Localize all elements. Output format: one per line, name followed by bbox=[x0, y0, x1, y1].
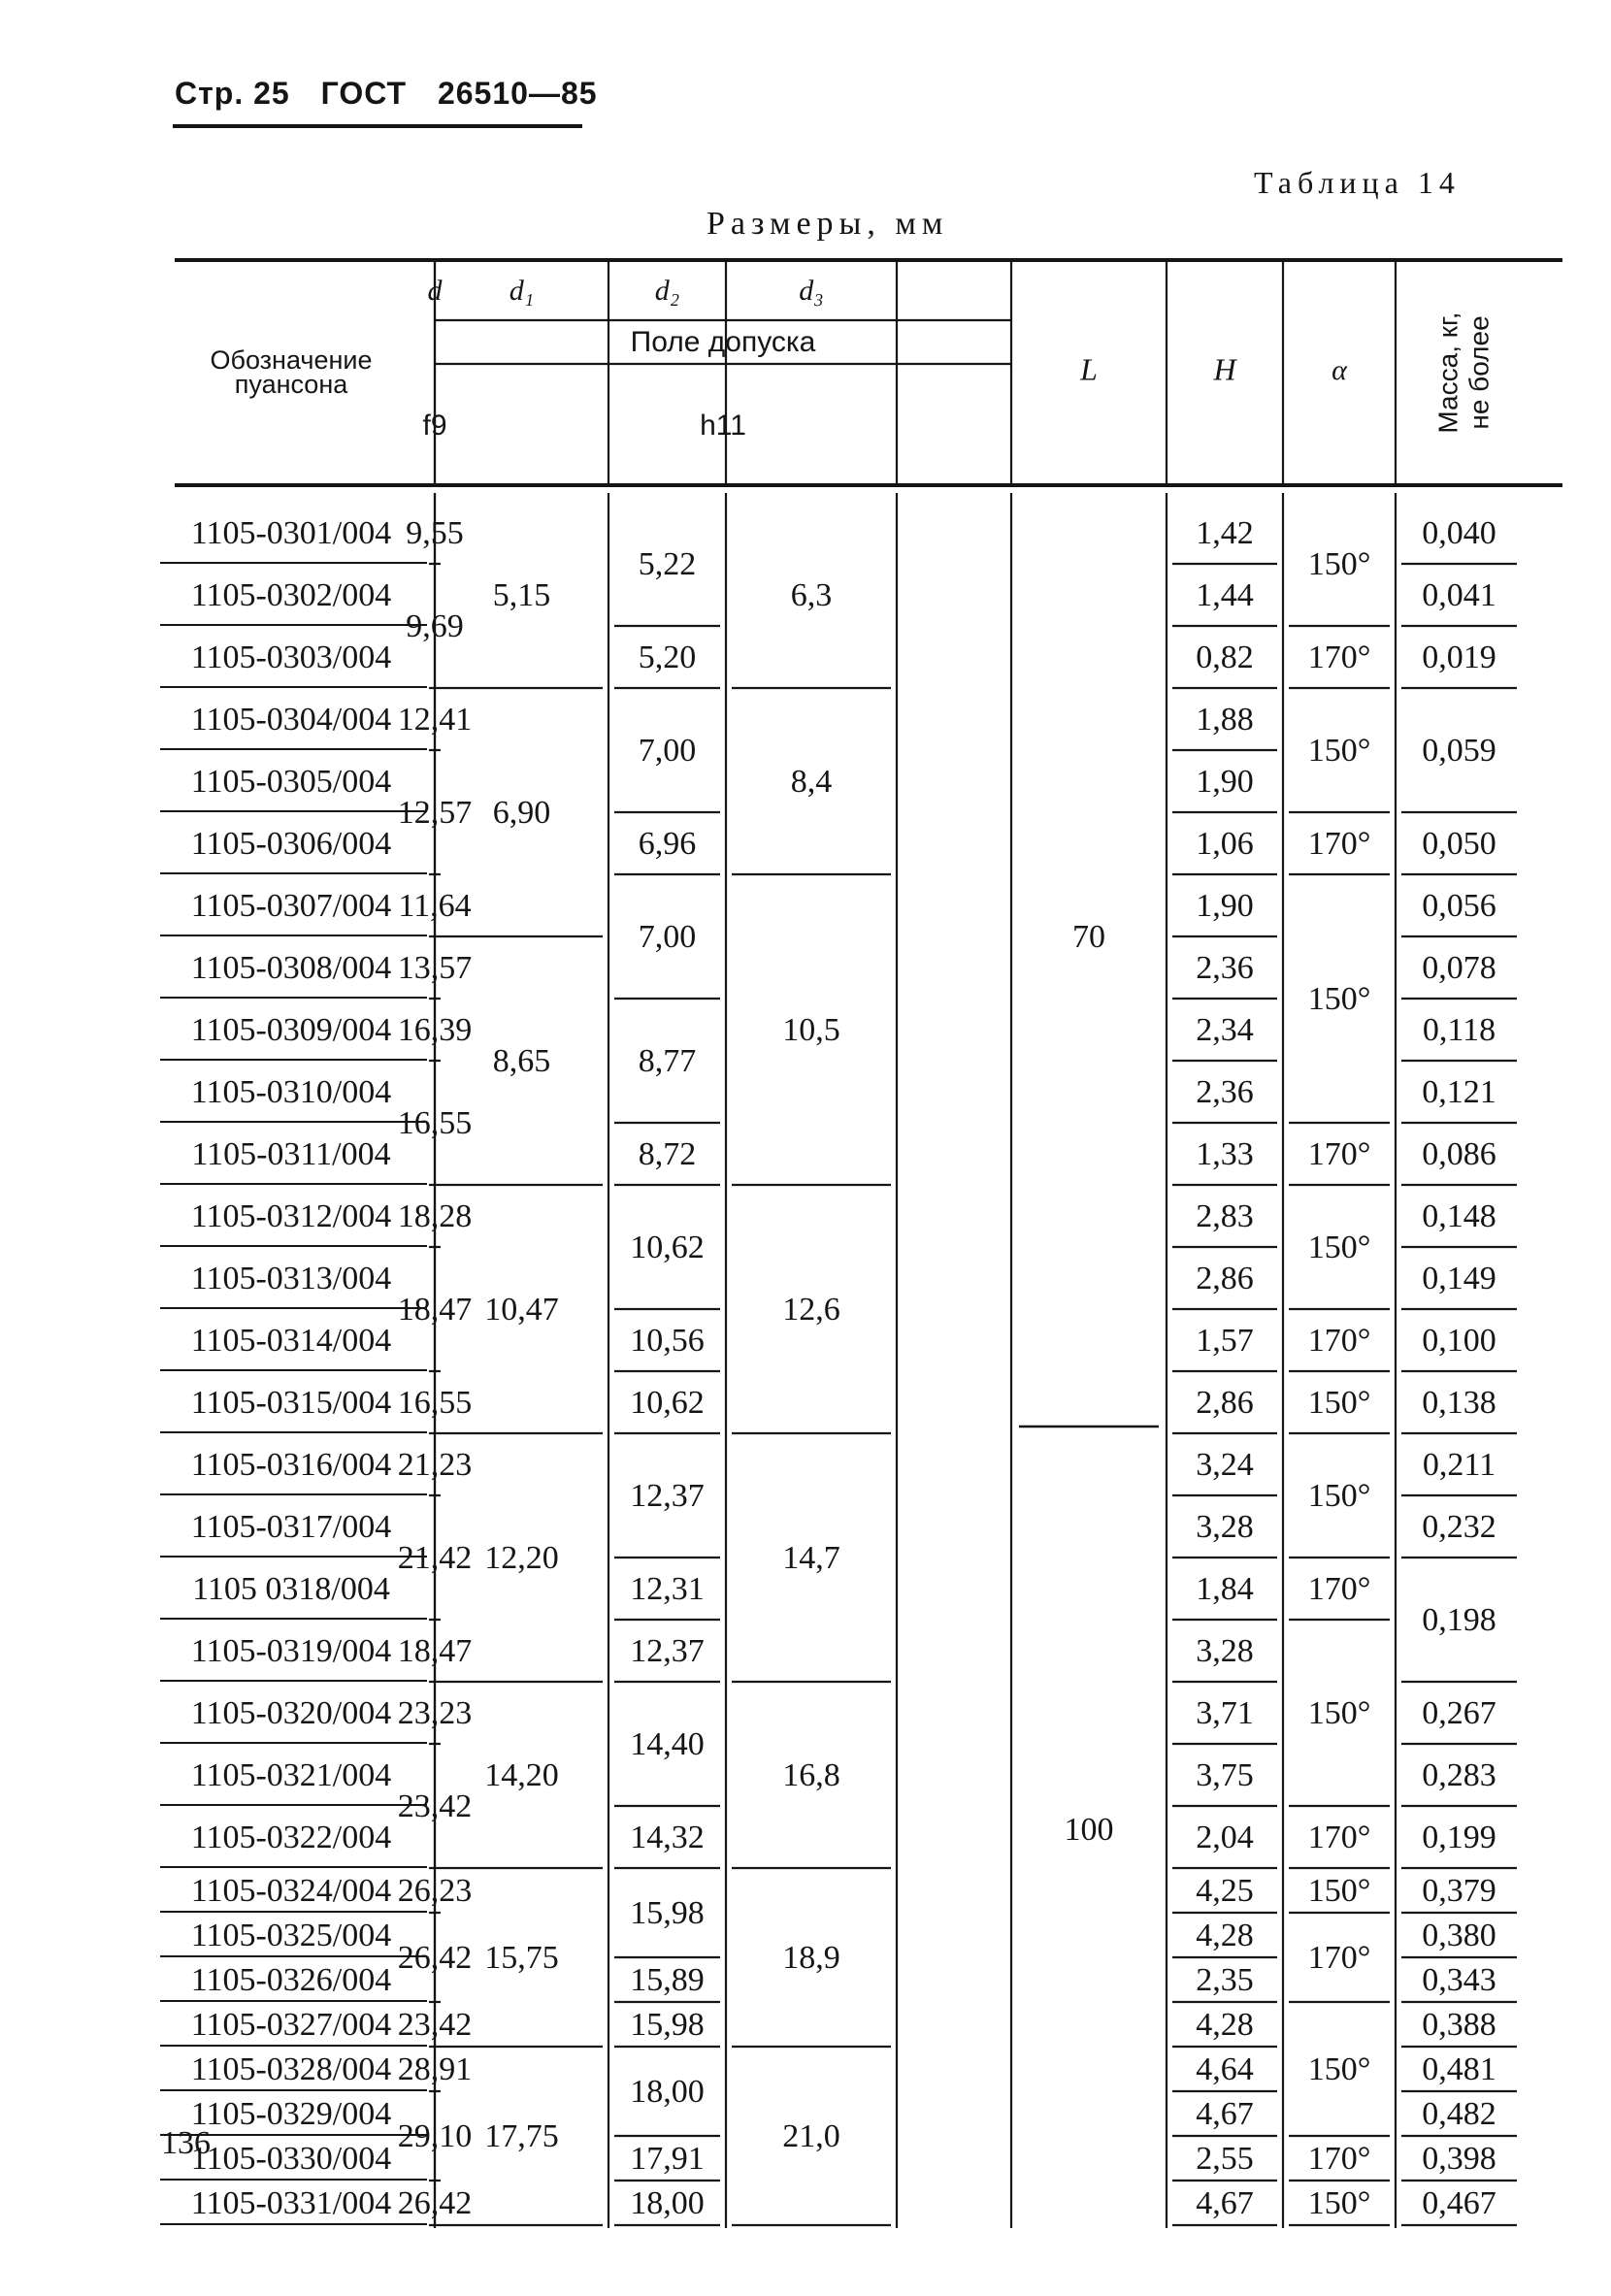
row-designation: 1105-0308/004 bbox=[190, 949, 392, 986]
cell-d2: 15,98 bbox=[630, 2006, 705, 2043]
row-designation: 1105-0327/004 bbox=[190, 2006, 392, 2043]
cell-alpha: 150° bbox=[1307, 1694, 1371, 1731]
cell-H: 2,04 bbox=[1196, 1819, 1254, 1855]
cell-d: 23,23 bbox=[397, 1694, 473, 1731]
cell-mass: 0,121 bbox=[1422, 1073, 1496, 1110]
cell-d: 26,42 bbox=[397, 1939, 473, 1976]
row-designation: 1105-0321/004 bbox=[190, 1756, 392, 1793]
cell-d2: 7,00 bbox=[638, 918, 697, 955]
cell-d2: 12,37 bbox=[630, 1632, 705, 1669]
cell-mass: 0,041 bbox=[1422, 576, 1496, 613]
cell-H: 0,82 bbox=[1196, 639, 1254, 675]
cell-H: 1,84 bbox=[1196, 1570, 1254, 1607]
cell-d: 16,55 bbox=[397, 1104, 473, 1141]
col-d3-header: d₃ bbox=[799, 274, 824, 307]
row-designation: 1105-0304/004 bbox=[190, 701, 392, 738]
cell-mass: 0,267 bbox=[1422, 1694, 1496, 1731]
cell-alpha: 170° bbox=[1307, 2140, 1371, 2177]
cell-d3: 10,5 bbox=[782, 1011, 840, 1048]
cell-d1: 8,65 bbox=[492, 1042, 551, 1079]
row-designation: 1105-0330/004 bbox=[190, 2140, 392, 2177]
cell-d: 9,69 bbox=[406, 607, 464, 644]
cell-d: 26,42 bbox=[397, 2184, 473, 2221]
cell-H: 2,36 bbox=[1196, 1073, 1254, 1110]
row-designation: 1105-0309/004 bbox=[190, 1011, 392, 1048]
cell-mass: 0,380 bbox=[1422, 1917, 1496, 1953]
cell-d2: 17,91 bbox=[630, 2140, 705, 2177]
cell-d1: 6,90 bbox=[492, 794, 551, 831]
cell-mass: 0,050 bbox=[1422, 825, 1496, 862]
cell-L: 70 bbox=[1072, 918, 1105, 955]
cell-d2: 8,72 bbox=[638, 1135, 697, 1172]
row-designation: 1105-0322/004 bbox=[190, 1819, 392, 1855]
cell-d2: 12,31 bbox=[630, 1570, 705, 1607]
cell-H: 2,55 bbox=[1196, 2140, 1254, 2177]
row-designation: 1105-0306/004 bbox=[190, 825, 392, 862]
row-designation: 1105-0310/004 bbox=[190, 1073, 392, 1110]
cell-H: 4,67 bbox=[1196, 2095, 1254, 2132]
cell-H: 1,06 bbox=[1196, 825, 1254, 862]
h11-header: h11 bbox=[700, 409, 746, 442]
cell-d3: 14,7 bbox=[782, 1539, 840, 1576]
cell-mass: 0,211 bbox=[1422, 1446, 1496, 1483]
cell-d2: 15,98 bbox=[630, 1894, 705, 1931]
cell-d2: 18,00 bbox=[630, 2073, 705, 2110]
cell-mass: 0,343 bbox=[1422, 1961, 1496, 1998]
cell-H: 3,71 bbox=[1196, 1694, 1254, 1731]
cell-H: 2,86 bbox=[1196, 1384, 1254, 1421]
cell-alpha: 170° bbox=[1307, 1570, 1371, 1607]
row-designation: 1105-0328/004 bbox=[190, 2050, 392, 2087]
cell-d1: 5,15 bbox=[492, 576, 551, 613]
cell-alpha: 170° bbox=[1307, 1135, 1371, 1172]
cell-d: 28,91 bbox=[397, 2050, 473, 2087]
cell-d1: 12,20 bbox=[484, 1539, 559, 1576]
row-designation: 1105-0315/004 bbox=[190, 1384, 392, 1421]
row-designation: 1105-0312/004 bbox=[190, 1197, 392, 1234]
standard-number: 26510—85 bbox=[437, 76, 598, 111]
col-L-header: L bbox=[1080, 351, 1098, 387]
cell-d: 9,55 bbox=[406, 514, 464, 551]
cell-H: 3,28 bbox=[1196, 1632, 1254, 1669]
cell-d: 18,47 bbox=[397, 1291, 473, 1328]
cell-d: 18,47 bbox=[397, 1632, 473, 1669]
cell-d2: 5,20 bbox=[638, 639, 697, 675]
cell-d3: 6,3 bbox=[790, 576, 833, 613]
cell-alpha: 150° bbox=[1307, 980, 1371, 1017]
cell-d2: 6,96 bbox=[638, 825, 697, 862]
cell-H: 2,83 bbox=[1196, 1197, 1254, 1234]
cell-alpha: 150° bbox=[1307, 2184, 1371, 2221]
cell-mass: 0,198 bbox=[1422, 1601, 1496, 1638]
cell-d1: 10,47 bbox=[484, 1291, 559, 1328]
cell-mass: 0,148 bbox=[1422, 1197, 1496, 1234]
row-designation: 1105-0307/004 bbox=[190, 887, 392, 924]
cell-d: 23,42 bbox=[397, 1788, 473, 1824]
cell-H: 3,75 bbox=[1196, 1756, 1254, 1793]
cell-d3: 16,8 bbox=[782, 1756, 840, 1793]
row-designation: 1105-0320/004 bbox=[190, 1694, 392, 1731]
row-designation: 1105 0318/004 bbox=[192, 1570, 390, 1607]
cell-d2: 18,00 bbox=[630, 2184, 705, 2221]
cell-mass: 0,149 bbox=[1422, 1260, 1496, 1296]
row-designation: 1105-0319/004 bbox=[190, 1632, 392, 1669]
row-designation: 1105-0324/004 bbox=[190, 1872, 392, 1909]
cell-mass: 0,388 bbox=[1422, 2006, 1496, 2043]
row-designation: 1105-0303/004 bbox=[190, 639, 392, 675]
cell-H: 1,42 bbox=[1196, 514, 1254, 551]
row-designation: 1105-0317/004 bbox=[190, 1508, 392, 1545]
cell-alpha: 150° bbox=[1307, 2050, 1371, 2087]
cell-d2: 10,62 bbox=[630, 1229, 705, 1265]
row-designation: 1105-0331/004 bbox=[190, 2184, 392, 2221]
col-H-header: H bbox=[1213, 351, 1236, 387]
col-d2-header: d₂ bbox=[654, 274, 680, 307]
mass-header: Масса, кг,не более bbox=[1432, 312, 1495, 434]
cell-d: 29,10 bbox=[397, 2117, 473, 2154]
cell-alpha: 170° bbox=[1307, 825, 1371, 862]
cell-H: 2,36 bbox=[1196, 949, 1254, 986]
cell-mass: 0,056 bbox=[1422, 887, 1496, 924]
table-label: Таблица 14 bbox=[1254, 165, 1461, 200]
cell-d3: 8,4 bbox=[790, 763, 833, 800]
cell-d1: 15,75 bbox=[484, 1939, 559, 1976]
cell-H: 4,67 bbox=[1196, 2184, 1254, 2221]
cell-alpha: 150° bbox=[1307, 1872, 1371, 1909]
col-alpha-header: α bbox=[1332, 353, 1347, 386]
cell-H: 4,25 bbox=[1196, 1872, 1254, 1909]
cell-d: 18,28 bbox=[397, 1197, 473, 1234]
cell-d: 16,55 bbox=[397, 1384, 473, 1421]
row-designation: 1105-0314/004 bbox=[190, 1322, 392, 1359]
cell-d3: 21,0 bbox=[782, 2117, 840, 2154]
cell-mass: 0,467 bbox=[1422, 2184, 1496, 2221]
cell-alpha: 170° bbox=[1307, 1322, 1371, 1359]
cell-mass: 0,283 bbox=[1422, 1756, 1496, 1793]
cell-d: 13,57 bbox=[397, 949, 473, 986]
page-ref: Стр. 25 bbox=[175, 76, 290, 111]
cell-mass: 0,019 bbox=[1422, 639, 1496, 675]
cell-d2: 10,56 bbox=[630, 1322, 705, 1359]
row-designation: 1105-0311/004 bbox=[191, 1135, 391, 1172]
row-designation: 1105-0302/004 bbox=[190, 576, 392, 613]
cell-mass: 0,199 bbox=[1422, 1819, 1496, 1855]
cell-alpha: 150° bbox=[1307, 1229, 1371, 1265]
cell-H: 4,28 bbox=[1196, 1917, 1254, 1953]
designation-header: Обозначение bbox=[210, 345, 373, 376]
cell-d2: 7,00 bbox=[638, 732, 697, 769]
cell-d1: 17,75 bbox=[484, 2117, 559, 2154]
designation-header: пуансона bbox=[234, 370, 348, 400]
cell-alpha: 170° bbox=[1307, 1819, 1371, 1855]
cell-H: 1,57 bbox=[1196, 1322, 1254, 1359]
cell-mass: 0,481 bbox=[1422, 2050, 1496, 2087]
cell-d2: 15,89 bbox=[630, 1961, 705, 1998]
cell-mass: 0,118 bbox=[1422, 1011, 1496, 1048]
standard-label: ГОСТ bbox=[320, 76, 408, 111]
cell-d: 23,42 bbox=[397, 2006, 473, 2043]
cell-mass: 0,398 bbox=[1422, 2140, 1496, 2177]
cell-H: 1,90 bbox=[1196, 763, 1254, 800]
cell-mass: 0,482 bbox=[1422, 2095, 1496, 2132]
cell-d2: 5,22 bbox=[638, 545, 697, 582]
cell-d2: 12,37 bbox=[630, 1477, 705, 1514]
cell-d: 26,23 bbox=[397, 1872, 473, 1909]
col-d1-header: d₁ bbox=[509, 274, 535, 307]
cell-d2: 8,77 bbox=[638, 1042, 697, 1079]
cell-H: 1,44 bbox=[1196, 576, 1254, 613]
cell-mass: 0,232 bbox=[1422, 1508, 1496, 1545]
row-designation: 1105-0301/004 bbox=[190, 514, 392, 551]
cell-mass: 0,138 bbox=[1422, 1384, 1496, 1421]
row-designation: 1105-0326/004 bbox=[190, 1961, 392, 1998]
cell-d3: 18,9 bbox=[782, 1939, 840, 1976]
tolerance-header: Поле допуска bbox=[630, 325, 816, 358]
cell-H: 2,35 bbox=[1196, 1961, 1254, 1998]
col-d-header: d bbox=[427, 274, 443, 307]
row-designation: 1105-0316/004 bbox=[190, 1446, 392, 1483]
f9-header: f9 bbox=[422, 409, 447, 442]
cell-H: 1,33 bbox=[1196, 1135, 1254, 1172]
cell-H: 1,90 bbox=[1196, 887, 1254, 924]
cell-H: 4,28 bbox=[1196, 2006, 1254, 2043]
row-designation: 1105-0325/004 bbox=[190, 1917, 392, 1953]
cell-mass: 0,078 bbox=[1422, 949, 1496, 986]
cell-H: 1,88 bbox=[1196, 701, 1254, 738]
cell-d: 11,64 bbox=[398, 887, 472, 924]
cell-alpha: 150° bbox=[1307, 545, 1371, 582]
cell-alpha: 150° bbox=[1307, 732, 1371, 769]
units-caption: Размеры, мм bbox=[707, 206, 949, 242]
cell-alpha: 150° bbox=[1307, 1477, 1371, 1514]
cell-d2: 10,62 bbox=[630, 1384, 705, 1421]
cell-d2: 14,32 bbox=[630, 1819, 705, 1855]
cell-H: 2,34 bbox=[1196, 1011, 1254, 1048]
row-designation: 1105-0305/004 bbox=[190, 763, 392, 800]
cell-mass: 0,040 bbox=[1422, 514, 1496, 551]
cell-L: 100 bbox=[1064, 1811, 1114, 1848]
cell-d2: 14,40 bbox=[630, 1725, 705, 1762]
cell-mass: 0,059 bbox=[1422, 732, 1496, 769]
cell-d: 12,41 bbox=[397, 701, 473, 738]
cell-d: 16,39 bbox=[397, 1011, 473, 1048]
cell-d: 12,57 bbox=[397, 794, 473, 831]
cell-H: 3,28 bbox=[1196, 1508, 1254, 1545]
cell-H: 4,64 bbox=[1196, 2050, 1254, 2087]
cell-mass: 0,379 bbox=[1422, 1872, 1496, 1909]
cell-d1: 14,20 bbox=[484, 1756, 559, 1793]
cell-H: 3,24 bbox=[1196, 1446, 1254, 1483]
cell-alpha: 150° bbox=[1307, 1384, 1371, 1421]
cell-H: 2,86 bbox=[1196, 1260, 1254, 1296]
cell-d: 21,23 bbox=[397, 1446, 473, 1483]
cell-alpha: 170° bbox=[1307, 1939, 1371, 1976]
cell-alpha: 170° bbox=[1307, 639, 1371, 675]
cell-d: 21,42 bbox=[397, 1539, 473, 1576]
row-designation: 1105-0329/004 bbox=[190, 2095, 392, 2132]
row-designation: 1105-0313/004 bbox=[190, 1260, 392, 1296]
page-number: 136 bbox=[161, 2125, 211, 2161]
cell-d3: 12,6 bbox=[782, 1291, 840, 1328]
cell-mass: 0,086 bbox=[1422, 1135, 1496, 1172]
cell-mass: 0,100 bbox=[1422, 1322, 1496, 1359]
